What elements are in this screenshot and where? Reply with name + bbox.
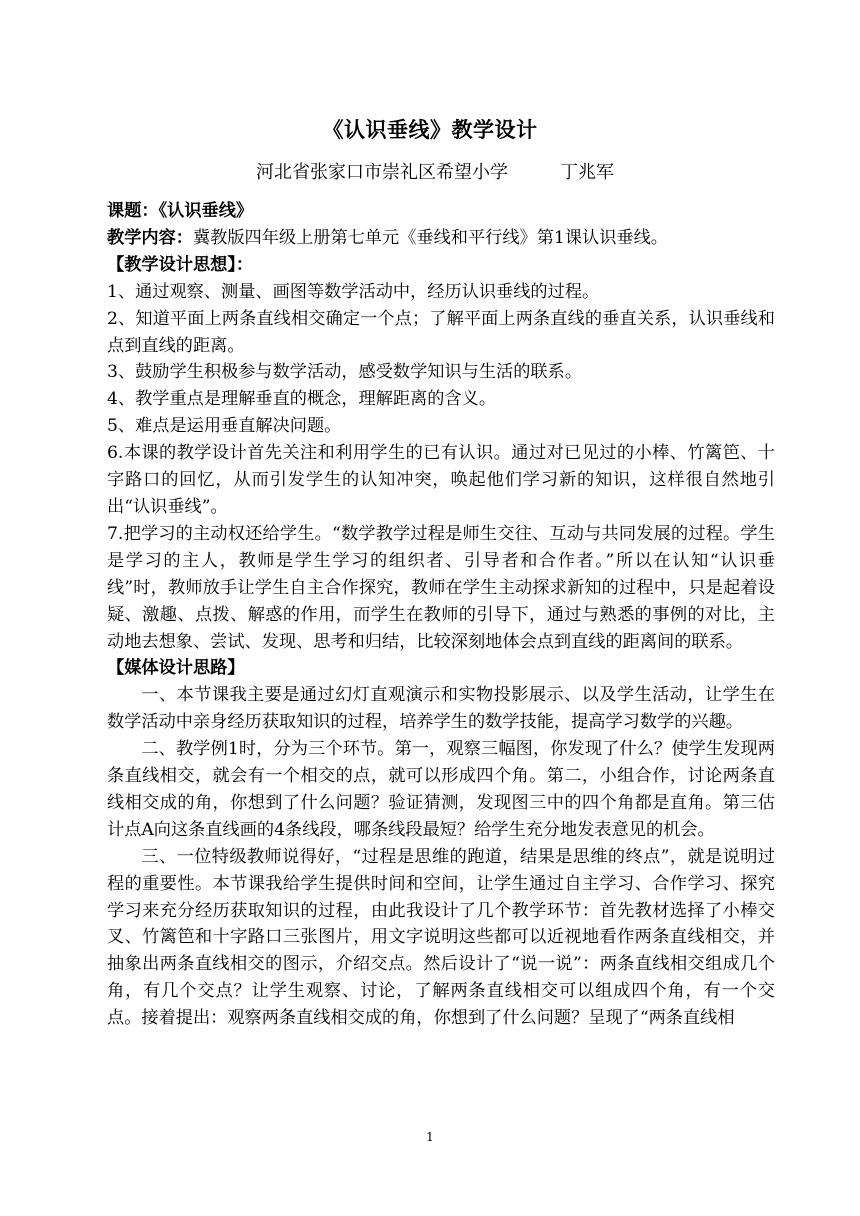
design-thought-item: 1、通过观察、测量、画图等数学活动中，经历认识垂线的过程。: [107, 281, 600, 302]
author-line: [256, 158, 614, 184]
document-title: 《认识垂线》教学设计: [322, 117, 538, 142]
media-design-paragraph: 一、本节课我主要是通过幻灯直观演示和实物投影展示、以及学生活动，让学生在数学活动中亲身经历获取知识的过程，培养学生的数学技能，提高学习数学的兴趣。: [107, 685, 775, 733]
document-body: [107, 198, 775, 1032]
media-design-paragraph: 二、教学例1时，分为三个环节。第一，观察三幅图，你发现了什么？使学生发现两条直线相交，就会有一个相交的点，就可以形成四个角。第二，小组合作，讨论两条直线相交成的角，你想到了什么问题？验证猜测，发现图三中的四个角都是直角。第三估计点A向这条直线画的4条线段，哪条线段最短？给学生充分地发表意见的机会。: [107, 739, 775, 840]
design-thought-item: 5、难点是运用垂直解决问题。: [107, 416, 342, 437]
design-thought-item: 7.把学习的主动权还给学生。“数学教学过程是师生交往、互动与共同发展的过程。学生是学习的主人，教师是学生学习的组织者、引导者和合作者。”所以在认知“认识垂线”时，教师放手让学生自主合作探究，教师在学生主动探求新知的过程中，只是起着设疑、激趣、点拨、解惑的作用，而学生在教师的引导下，通过与熟悉的事例的对比，主动地去想象、尝试、发现、思考和归结，比较深刻地体会点到直线的距离间的联系。: [107, 523, 775, 652]
topic-line: [107, 198, 775, 225]
design-thought-item: 3、鼓励学生积极参与数学活动，感受数学知识与生活的联系。: [107, 362, 583, 383]
design-thought-item: 4、教学重点是理解垂直的概念，理解距离的含义。: [107, 389, 497, 410]
page-number: 1: [426, 1130, 434, 1144]
topic-label: 课题：: [107, 201, 159, 221]
topic-value: 《认识垂线》: [158, 201, 254, 221]
author-name: 丁兆军: [560, 162, 614, 183]
content-label: 教学内容：: [107, 227, 193, 248]
design-thought-heading: 【教学设计思想】：: [107, 254, 254, 275]
content-value: 冀教版四年级上册第七单元《垂线和平行线》第1课认识垂线。: [192, 227, 668, 248]
design-thought-item: 2、知道平面上两条直线相交确定一个点；了解平面上两条直线的垂直关系，认识垂线和点到直线的距离。: [107, 308, 775, 356]
media-design-heading: 【媒体设计思路】: [107, 658, 245, 679]
media-design-paragraph: 三、一位特级教师说得好，“过程是思维的跑道，结果是思维的终点”，就是说明过程的重要性。本节课我给学生提供时间和空间，让学生通过自主学习、合作学习、探究学习来充分经历获取知识的过程，由此我设计了几个教学环节：首先教材选择了小棒交叉、竹篱笆和十字路口三张图片，用文字说明这些都可以近视地看作两条直线相交，并抽象出两条直线相交的图示，介绍交点。然后设计了“说一说”：两条直线相交组成几个角，有几个交点？让学生观察、讨论，了解两条直线相交可以组成四个角，有一个交点。接着提出：观察两条直线相交成的角，你想到了什么问题？呈现了“两条直线相: [107, 846, 775, 1029]
school-name: 河北省张家口市崇礼区希望小学: [256, 162, 508, 183]
content-line: [107, 225, 775, 252]
design-thought-item: 6.本课的教学设计首先关注和利用学生的已有认识。通过对已见过的小棒、竹篱笆、十字路口的回忆，从而引发学生的认知冲突，唤起他们学习新的知识，这样很自然地引出“认识垂线”。: [107, 443, 775, 517]
